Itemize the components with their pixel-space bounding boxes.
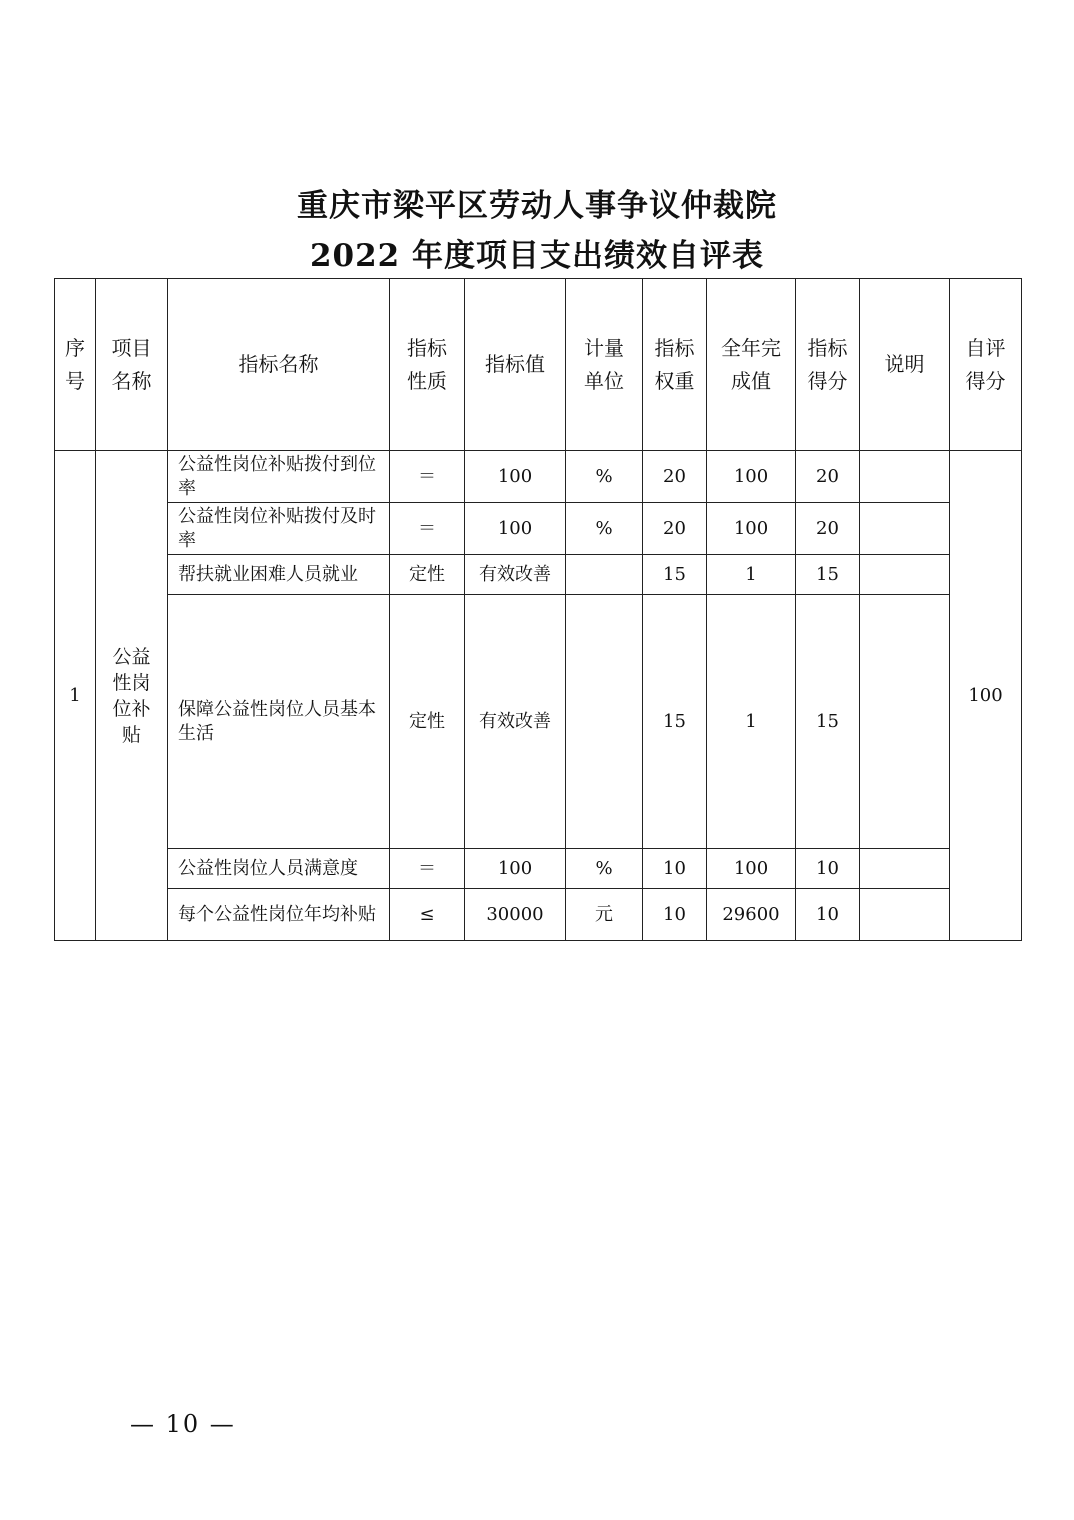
indicator-score: 20 (796, 503, 860, 555)
indicator-name: 公益性岗位补贴拨付及时率 (168, 503, 390, 555)
indicator-weight: 20 (643, 503, 707, 555)
header-project: 项目名称 (96, 279, 168, 451)
header-indicator-name: 指标名称 (168, 279, 390, 451)
indicator-name: 公益性岗位补贴拨付到位率 (168, 451, 390, 503)
indicator-weight: 10 (643, 849, 707, 889)
table-row (55, 555, 1022, 595)
indicator-score: 15 (796, 595, 860, 849)
indicator-nature: ≤ (390, 889, 465, 941)
indicator-note (860, 849, 950, 889)
indicator-nature: 定性 (390, 555, 465, 595)
header-note: 说明 (860, 279, 950, 451)
page-number: — 10 — (130, 1410, 236, 1438)
indicator-value: 有效改善 (465, 555, 566, 595)
indicator-value: 30000 (465, 889, 566, 941)
indicator-value: 100 (465, 503, 566, 555)
indicator-unit: % (566, 451, 643, 503)
indicator-unit (566, 555, 643, 595)
indicator-note (860, 555, 950, 595)
header-self-score: 自评得分 (950, 279, 1022, 451)
indicator-weight: 15 (643, 555, 707, 595)
indicator-completion: 29600 (707, 889, 796, 941)
table-row (55, 889, 1022, 941)
indicator-name: 帮扶就业困难人员就业 (168, 555, 390, 595)
document-title: 重庆市梁平区劳动人事争议仲裁院 (297, 188, 777, 224)
indicator-completion: 100 (707, 503, 796, 555)
indicator-value: 100 (465, 451, 566, 503)
indicator-unit (566, 595, 643, 849)
indicator-unit: % (566, 849, 643, 889)
indicator-name: 每个公益性岗位年均补贴 (168, 889, 390, 941)
indicator-name: 保障公益性岗位人员基本生活 (168, 595, 390, 849)
indicator-completion: 1 (707, 595, 796, 849)
header-annual-completion: 全年完成值 (707, 279, 796, 451)
indicator-score: 10 (796, 889, 860, 941)
header-unit: 计量单位 (566, 279, 643, 451)
indicator-score: 10 (796, 849, 860, 889)
indicator-name: 公益性岗位人员满意度 (168, 849, 390, 889)
project-name: 公益性岗位补贴 (96, 451, 168, 941)
project-seq: 1 (55, 451, 96, 941)
self-score: 100 (950, 451, 1022, 941)
indicator-completion: 100 (707, 849, 796, 889)
indicator-nature: ＝ (390, 503, 465, 555)
indicator-note (860, 503, 950, 555)
indicator-completion: 1 (707, 555, 796, 595)
document-subtitle: 2022 年度项目支出绩效自评表 (309, 238, 765, 274)
indicator-note (860, 451, 950, 503)
header-row (55, 279, 1022, 451)
indicator-value: 100 (465, 849, 566, 889)
indicator-score: 20 (796, 451, 860, 503)
indicator-value: 有效改善 (465, 595, 566, 849)
header-seq: 序号 (55, 279, 96, 451)
indicator-nature: 定性 (390, 595, 465, 849)
indicator-weight: 20 (643, 451, 707, 503)
table-row (55, 595, 1022, 849)
header-indicator-nature: 指标性质 (390, 279, 465, 451)
table-row (55, 503, 1022, 555)
table-row (55, 451, 1022, 503)
header-weight: 指标权重 (643, 279, 707, 451)
indicator-note (860, 889, 950, 941)
indicator-note (860, 595, 950, 849)
indicator-nature: ＝ (390, 849, 465, 889)
header-indicator-value: 指标值 (465, 279, 566, 451)
indicator-score: 15 (796, 555, 860, 595)
performance-table (54, 278, 1022, 941)
indicator-unit: 元 (566, 889, 643, 941)
indicator-weight: 10 (643, 889, 707, 941)
table-row (55, 849, 1022, 889)
header-score: 指标得分 (796, 279, 860, 451)
indicator-completion: 100 (707, 451, 796, 503)
indicator-nature: ＝ (390, 451, 465, 503)
indicator-unit: % (566, 503, 643, 555)
indicator-weight: 15 (643, 595, 707, 849)
